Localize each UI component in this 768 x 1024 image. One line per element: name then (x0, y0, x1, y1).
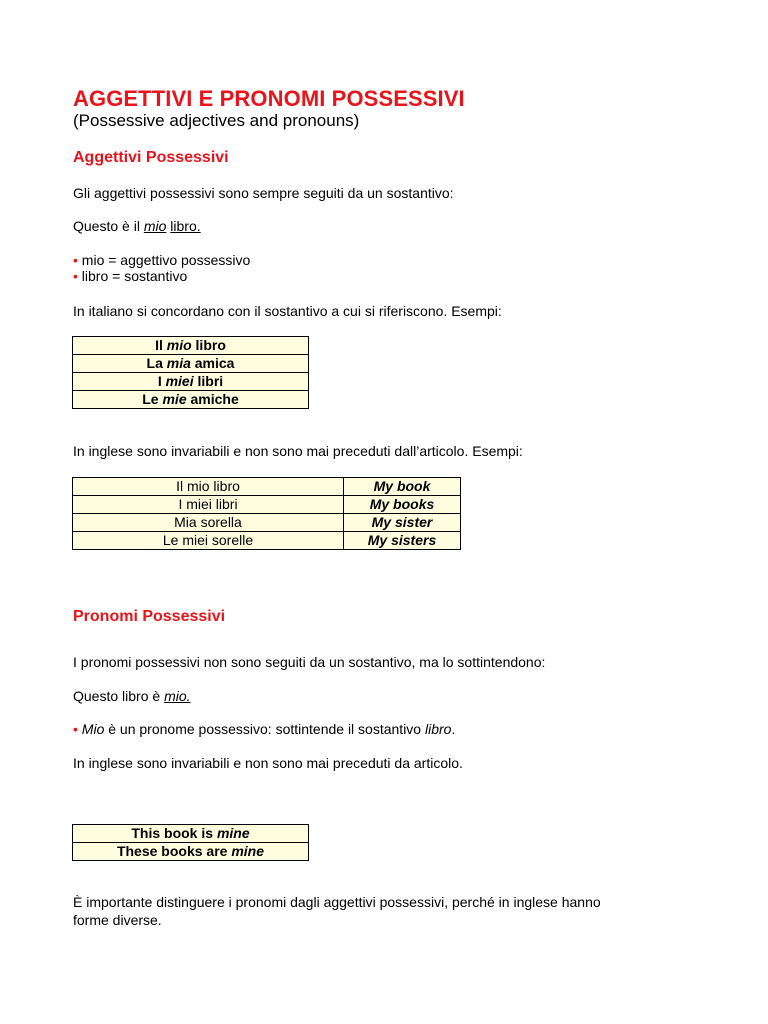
table-row (73, 843, 309, 861)
table-row (73, 337, 309, 355)
section-heading-aggettivi: Aggettivi Possessivi (73, 149, 229, 166)
bullet-item (73, 252, 250, 268)
paragraph-agreement: In italiano si concordano con il sostantivo a cui si riferiscono. Esempi: (73, 303, 502, 319)
example-prefix: Questo è il (73, 218, 144, 234)
example-sentence-adjective (73, 218, 201, 234)
bullet-mark: • (73, 721, 78, 737)
table-row (73, 391, 309, 409)
table-cell-italian: Il mio libro (73, 478, 344, 496)
paragraph-conclusion-line2: forme diverse. (73, 912, 162, 928)
bullet-keyword: Mio (81, 721, 105, 737)
bullet-text: mio = aggettivo possessivo (81, 252, 251, 268)
bullet-noun: libro (425, 721, 452, 737)
paragraph-conclusion-line1: È importante distinguere i pronomi dagli aggettivi possessivi, perché in inglese hanno (73, 894, 601, 910)
section-heading-pronomi: Pronomi Possessivi (73, 608, 226, 625)
table-row (73, 478, 461, 496)
table-italian-english (72, 477, 461, 550)
bullet-mark: • (73, 268, 78, 284)
table-cell: Il mio libro (73, 337, 309, 355)
table-row (73, 514, 461, 532)
table-cell-english: My book (344, 478, 461, 496)
example-possessive: mio. (164, 688, 191, 704)
table-cell: I miei libri (73, 373, 309, 391)
paragraph-invariable: In inglese sono invariabili e non sono mai preceduti dall’articolo. Esempi: (73, 443, 523, 459)
paragraph-pronouns-intro: I pronomi possessivi non sono seguiti da un sostantivo, ma lo sottintendono: (73, 654, 546, 670)
table-cell-english: My sisters (344, 532, 461, 550)
table-cell: This book is mine (73, 825, 309, 843)
table-pronoun-examples (72, 824, 309, 861)
table-row (73, 825, 309, 843)
paragraph-intro: Gli aggettivi possessivi sono sempre seguiti da un sostantivo: (73, 185, 454, 201)
table-cell: Le mie amiche (73, 391, 309, 409)
example-prefix: Questo libro è (73, 688, 165, 704)
table-cell-english: My sister (344, 514, 461, 532)
page-title: AGGETTIVI E PRONOMI POSSESSIVI (73, 86, 465, 111)
bullet-mark: • (73, 252, 78, 268)
bullet-item: • Mio è un pronome possessivo: sottintende il sostantivo libro. (73, 721, 456, 737)
table-cell: These books are mine (73, 843, 309, 861)
paragraph-pronouns-invariable: In inglese sono invariabili e non sono mai preceduti da articolo. (73, 755, 463, 771)
table-row (73, 532, 461, 550)
bullet-item (73, 268, 187, 284)
table-cell-italian: Mia sorella (73, 514, 344, 532)
table-row (73, 496, 461, 514)
table-adjective-agreement (72, 336, 309, 409)
table-row (73, 355, 309, 373)
page-subtitle: (Possessive adjectives and pronouns) (73, 111, 360, 130)
table-cell-english: My books (344, 496, 461, 514)
bullet-text: libro = sostantivo (81, 268, 188, 284)
example-noun: libro. (170, 218, 201, 234)
table-cell-italian: I miei libri (73, 496, 344, 514)
example-sentence-pronoun (73, 688, 191, 704)
example-possessive: mio (143, 218, 167, 234)
table-cell: La mia amica (73, 355, 309, 373)
bullet-text: è un pronome possessivo: sottintende il sostantivo (104, 721, 425, 737)
table-cell-italian: Le miei sorelle (73, 532, 344, 550)
table-row (73, 373, 309, 391)
